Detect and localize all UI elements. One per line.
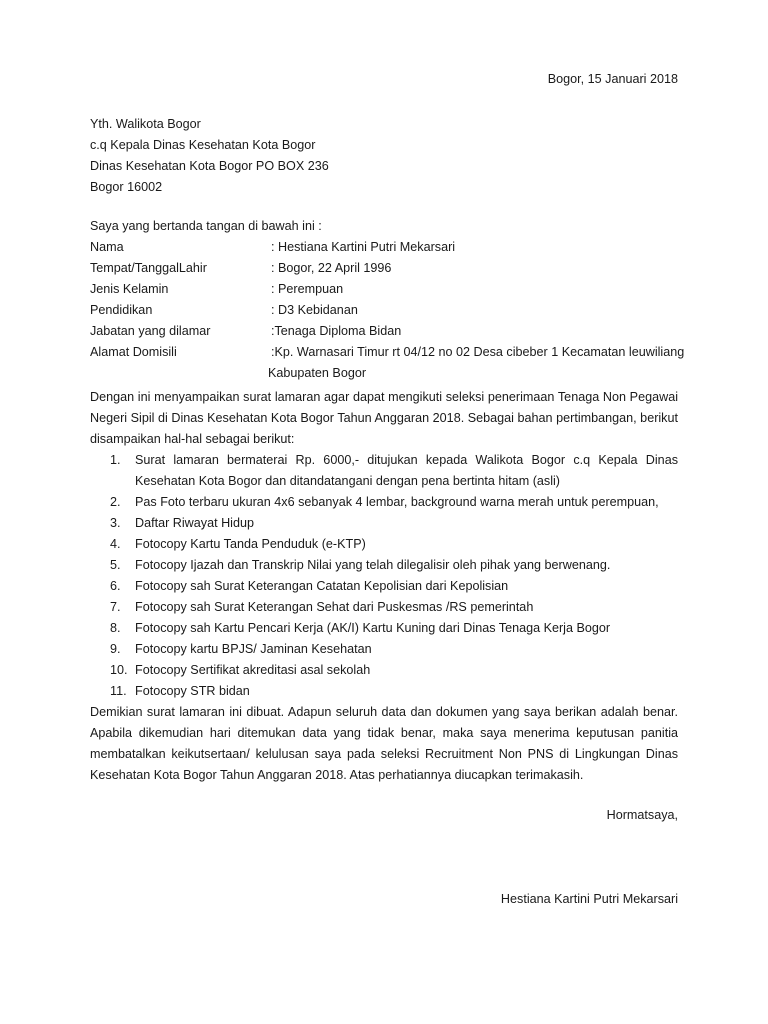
paragraph-line: Negeri Sipil di Dinas Kesehatan Kota Bogor Tahun Anggaran 2018. Sebagai bahan pertimbangan, berikut <box>90 411 678 425</box>
closing-salutation: Hormatsaya, <box>606 808 678 822</box>
signer-name: Hestiana Kartini Putri Mekarsari <box>500 892 678 906</box>
field-value: : Hestiana Kartini Putri Mekarsari <box>271 240 456 254</box>
field-label: Tempat/TanggalLahir <box>90 261 207 275</box>
field-value: :Tenaga Diploma Bidan <box>271 324 402 338</box>
field-label: Pendidikan <box>90 303 153 317</box>
recipient-line: Yth. Walikota Bogor <box>90 117 201 131</box>
list-item-text: Daftar Riwayat Hidup <box>135 516 254 530</box>
list-number: 4. <box>110 537 121 551</box>
list-item-text: Pas Foto terbaru ukuran 4x6 sebanyak 4 lembar, background warna merah untuk perempuan, <box>135 495 659 509</box>
recipient-line: c.q Kepala Dinas Kesehatan Kota Bogor <box>90 138 316 152</box>
body-paragraph-2 <box>90 702 678 786</box>
paragraph-line: Kesehatan Kota Bogor Tahun Anggaran 2018. Atas perhatiannya diucapkan terimakasih. <box>90 768 584 782</box>
list-item <box>90 555 678 576</box>
list-item <box>90 639 678 660</box>
list-number: 1. <box>110 453 121 467</box>
body-paragraph-1 <box>90 387 678 450</box>
recipient-line: Dinas Kesehatan Kota Bogor PO BOX 236 <box>90 159 329 173</box>
field-label: Nama <box>90 240 124 254</box>
list-number: 9. <box>110 642 121 656</box>
requirements-list <box>90 450 678 702</box>
field-value: :Kp. Warnasari Timur rt 04/12 no 02 Desa cibeber 1 Kecamatan leuwiliang <box>271 345 685 359</box>
paragraph-line: disampaikan hal-hal sebagai berikut: <box>90 432 295 446</box>
list-number: 11. <box>110 684 127 698</box>
list-item-text: Fotocopy Kartu Tanda Penduduk (e-KTP) <box>135 537 366 551</box>
field-value: : Bogor, 22 April 1996 <box>271 261 392 275</box>
paragraph-line: Demikian surat lamaran ini dibuat. Adapun seluruh data dan dokumen yang saya berikan adalah benar. <box>90 705 678 719</box>
field-label: Jenis Kelamin <box>90 282 169 296</box>
list-number: 5. <box>110 558 121 572</box>
paragraph-line: Apabila dikemudian hari ditemukan data yang tidak benar, maka saya menerima keputusan panitia <box>90 726 678 740</box>
list-item <box>90 597 678 618</box>
list-item-text: Fotocopy sah Surat Keterangan Catatan Kepolisian dari Kepolisian <box>135 579 509 593</box>
list-item <box>90 513 678 534</box>
list-number: 6. <box>110 579 121 593</box>
list-item <box>90 450 678 492</box>
list-item <box>90 534 678 555</box>
list-item <box>90 618 678 639</box>
list-item-text: Fotocopy kartu BPJS/ Jaminan Kesehatan <box>135 642 372 656</box>
list-item <box>90 660 678 681</box>
intro-text: Saya yang bertanda tangan di bawah ini : <box>90 219 322 233</box>
field-label: Alamat Domisili <box>90 345 177 359</box>
list-number: 8. <box>110 621 121 635</box>
list-item-text: Fotocopy Ijazah dan Transkrip Nilai yang telah dilegalisir oleh pihak yang berwenang. <box>135 558 611 572</box>
list-item-text: Surat lamaran bermaterai Rp. 6000,- ditujukan kepada Walikota Bogor c.q Kepala Dinas <box>135 453 678 467</box>
field-value: : Perempuan <box>271 282 344 296</box>
paragraph-line: Dengan ini menyampaikan surat lamaran agar dapat mengikuti seleksi penerimaan Tenaga Non Pegawai <box>90 390 678 404</box>
letter-date: Bogor, 15 Januari 2018 <box>547 72 678 86</box>
recipient-block <box>90 114 329 198</box>
list-number: 7. <box>110 600 121 614</box>
list-item-text: Kesehatan Kota Bogor dan ditandatangani dengan pena bertinta hitam (asli) <box>135 474 560 488</box>
list-item <box>90 492 678 513</box>
field-value: : D3 Kebidanan <box>271 303 358 317</box>
list-number: 3. <box>110 516 121 530</box>
list-number: 2. <box>110 495 121 509</box>
list-item-text: Fotocopy sah Kartu Pencari Kerja (AK/I) Kartu Kuning dari Dinas Tenaga Kerja Bogor <box>135 621 611 635</box>
address-continuation: Kabupaten Bogor <box>268 366 367 380</box>
paragraph-line: membatalkan keikutsertaan/ kelulusan saya pada seleksi Recruitment Non PNS di Lingkungan Dinas <box>90 747 678 761</box>
recipient-line: Bogor 16002 <box>90 180 163 194</box>
list-item-text: Fotocopy sah Surat Keterangan Sehat dari Puskesmas /RS pemerintah <box>135 600 534 614</box>
list-item-text: Fotocopy STR bidan <box>135 684 250 698</box>
list-item-text: Fotocopy Sertifikat akreditasi asal sekolah <box>135 663 371 677</box>
list-item <box>90 681 678 702</box>
field-label: Jabatan yang dilamar <box>90 324 211 338</box>
list-number: 10. <box>110 663 128 677</box>
list-item <box>90 576 678 597</box>
